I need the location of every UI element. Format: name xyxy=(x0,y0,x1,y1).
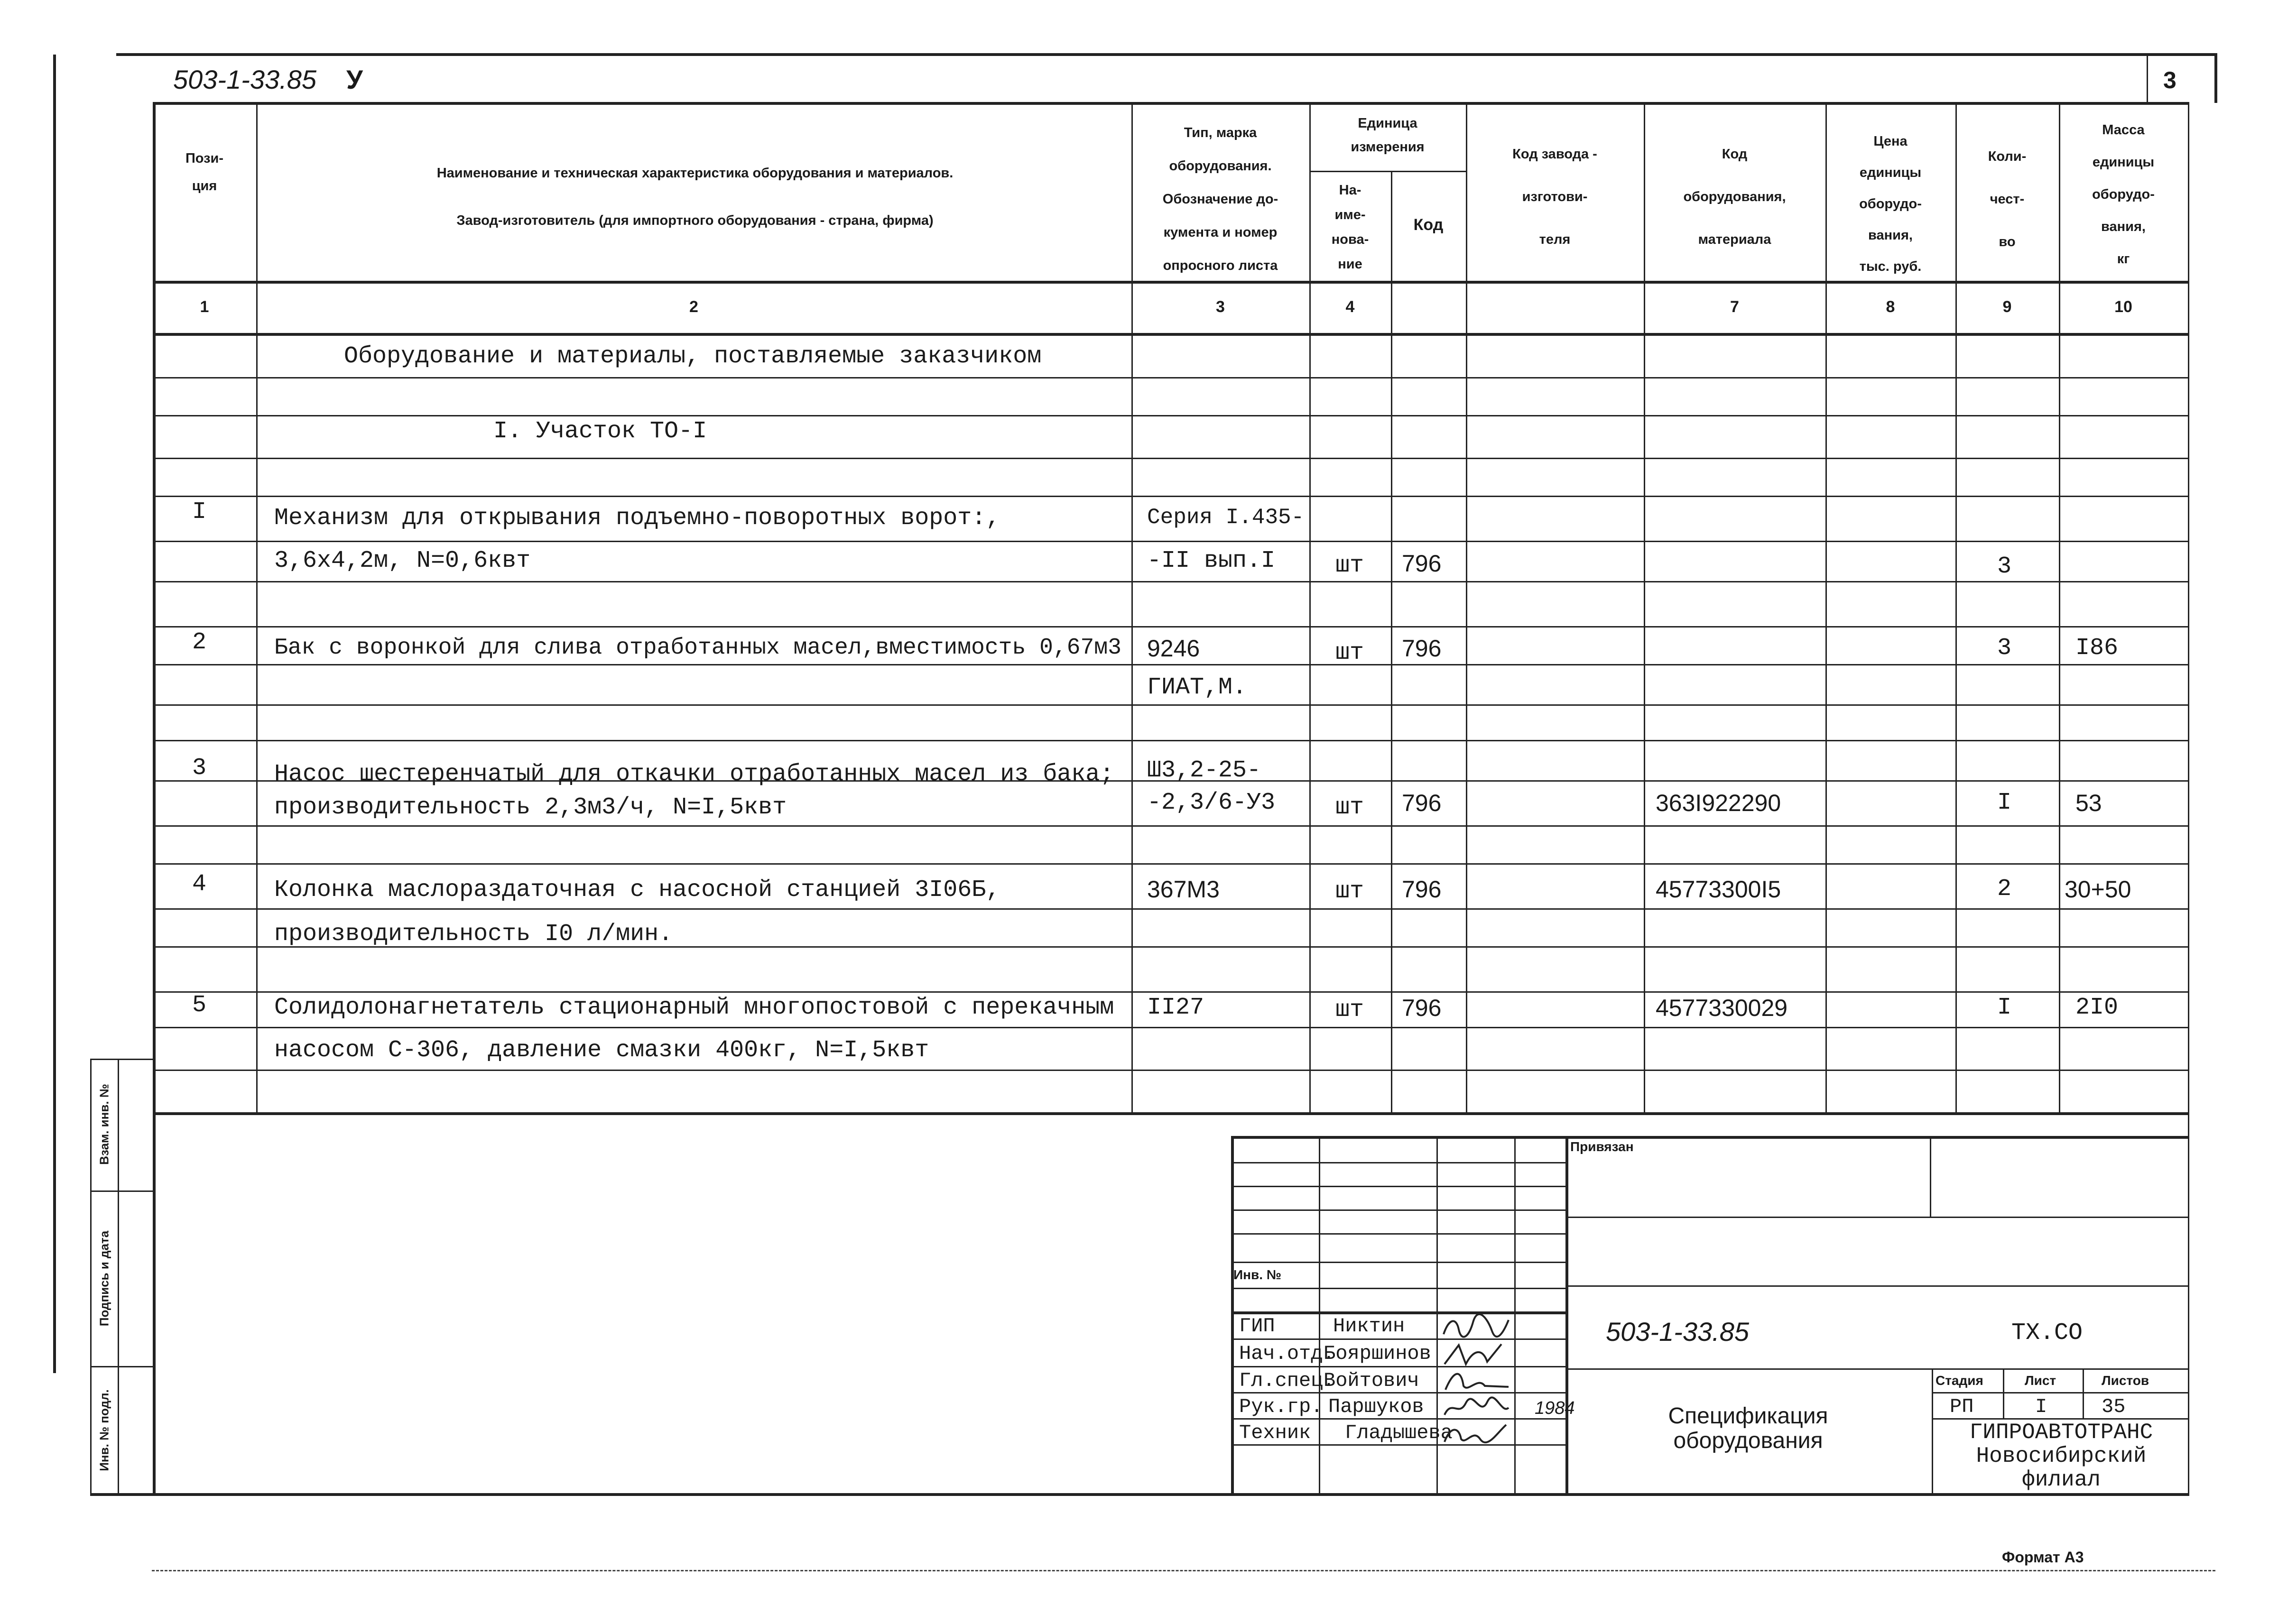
item-name: насосом С-306, давление смазки 400кг, N=I,5квт xyxy=(274,1037,929,1064)
row-line xyxy=(153,1027,2188,1028)
row-line xyxy=(153,908,2188,910)
item-pos: 4 xyxy=(192,871,207,898)
stamp-stage-col xyxy=(2003,1368,2004,1418)
stamp-sheets-label: Листов xyxy=(2102,1373,2149,1388)
sheet-number: 3 xyxy=(2163,67,2176,93)
item-pos: 3 xyxy=(192,755,207,782)
item-name: Насос шестеренчатый для откачки отработанных масел из бака; xyxy=(274,761,1114,788)
item-name: Колонка маслораздаточная с насосной станцией 3I06Б, xyxy=(274,877,1000,904)
item-name: 3,6х4,2м, N=0,6квт xyxy=(274,547,531,574)
header-equipment-code: Код оборудования, материала xyxy=(1683,147,1786,247)
stamp-name: Гладышева xyxy=(1345,1421,1453,1444)
item-unit-code: 796 xyxy=(1402,876,1442,903)
stamp-name: Паршуков xyxy=(1328,1395,1424,1418)
row-line xyxy=(153,825,2188,827)
row-line xyxy=(153,496,2188,497)
table-bottom xyxy=(153,1112,2188,1115)
item-qty: 2 xyxy=(1997,876,2012,903)
item-name: производительность 2,3м3/ч, N=I,5квт xyxy=(274,794,787,821)
item-unit-code: 796 xyxy=(1402,635,1442,662)
section-subtitle: I. Участок ТО-I xyxy=(493,418,707,445)
row-line xyxy=(153,626,2188,627)
stamp-organization: ГИПРОАВТОТРАНС Новосибирский филиал xyxy=(1969,1420,2153,1492)
item-type: ГИАТ,М. xyxy=(1147,674,1247,701)
stamp-title: Спецификация оборудования xyxy=(1668,1403,1828,1453)
numbers-bottom xyxy=(153,333,2188,336)
stamp-name: Войтович xyxy=(1324,1369,1419,1392)
stamp-stage-col xyxy=(2083,1368,2084,1418)
stamp-row xyxy=(1231,1162,1565,1163)
item-qty: I xyxy=(1997,789,2012,816)
row-line xyxy=(153,704,2188,706)
item-qty: 3 xyxy=(1997,635,2012,662)
stamp-row xyxy=(1231,1366,1565,1367)
signature xyxy=(1440,1393,1511,1422)
stamp-name: Бояршинов xyxy=(1324,1342,1431,1365)
stamp-row xyxy=(1231,1233,1565,1235)
item-qty: I xyxy=(1997,994,2012,1021)
row-line xyxy=(153,458,2188,459)
item-name: Бак с воронкой для слива отработанных масел,вместимость 0,67м3 xyxy=(274,635,1121,661)
header-unit-name: На- име- нова- ние xyxy=(1331,183,1369,272)
side-label-vzam: Взам. инв. № xyxy=(97,1084,111,1165)
signature xyxy=(1440,1340,1511,1369)
stamp-role: Техник xyxy=(1239,1421,1311,1444)
row-line xyxy=(153,991,2188,993)
sheet-no-divider xyxy=(2147,53,2148,103)
stamp-doc-code: 503-1-33.85 xyxy=(1606,1317,1750,1347)
col-number: 3 xyxy=(1216,298,1225,316)
stamp-role: Гл.спец. xyxy=(1239,1369,1335,1392)
item-type: -2,3/6-У3 xyxy=(1147,789,1276,816)
col-number: 4 xyxy=(1345,298,1355,316)
header-factory-code: Код завода - изготови- теля xyxy=(1512,147,1597,247)
stamp-sig-date: 1984 xyxy=(1535,1398,1575,1418)
stamp-col xyxy=(1319,1136,1320,1494)
stamp-stage-row xyxy=(1932,1418,2188,1420)
row-line xyxy=(153,541,2188,542)
col-number: 8 xyxy=(1886,298,1895,316)
doc-code-top: 503-1-33.85 xyxy=(173,65,317,94)
header-type: Тип, марка оборудования. Обозначение до- кумента и номер опросного листа xyxy=(1162,125,1278,273)
side-strip-div xyxy=(90,1190,153,1192)
item-type: -II вып.I xyxy=(1147,547,1276,574)
stamp-row xyxy=(1231,1209,1565,1211)
header-unit-code: Код xyxy=(1413,216,1444,234)
stamp-sheet-label: Лист xyxy=(2025,1373,2056,1388)
item-mass: 53 xyxy=(2075,790,2102,816)
stamp-top xyxy=(1231,1136,2189,1139)
signature xyxy=(1440,1419,1511,1448)
left-margin-line xyxy=(53,55,56,1373)
stamp-mark: ТХ.СО xyxy=(2011,1320,2083,1347)
col-line-1 xyxy=(256,102,258,1112)
stamp-row xyxy=(1231,1311,1565,1314)
stamp-col xyxy=(1514,1136,1516,1494)
header-price: Цена единицы оборудо- вания, тыс. руб. xyxy=(1859,134,1922,274)
col-number: 1 xyxy=(200,298,209,316)
header-name: Наименование и техническая характеристика оборудования и материалов. Завод-изготовитель (для импортного оборудования - страна, фирма) xyxy=(436,166,954,228)
stamp-left xyxy=(1231,1136,1234,1494)
stamp-stage-row xyxy=(1932,1392,2188,1393)
stamp-col-main xyxy=(1565,1136,1568,1494)
stamp-row xyxy=(1231,1288,1565,1289)
stamp-row xyxy=(1231,1338,1565,1340)
top-border xyxy=(116,53,2215,56)
stamp-row xyxy=(1231,1418,1565,1420)
header-mass: Масса единицы оборудо- вания, кг xyxy=(2092,122,2155,267)
side-strip-left xyxy=(90,1059,92,1494)
stamp-row xyxy=(1231,1186,1565,1187)
row-line xyxy=(153,740,2188,741)
table-top xyxy=(153,102,2188,105)
row-line xyxy=(153,377,2188,378)
stamp-name: Никтин xyxy=(1333,1315,1405,1338)
item-equipment-code: 4577330029 xyxy=(1656,995,1788,1021)
item-pos: 5 xyxy=(192,992,207,1019)
header-unit-group: Единица измерения xyxy=(1351,116,1425,155)
stamp-row xyxy=(1565,1285,2188,1287)
item-unit: шт xyxy=(1335,794,1364,821)
item-pos: I xyxy=(192,498,207,526)
stamp-sheets: 35 xyxy=(2102,1395,2126,1418)
row-line xyxy=(153,664,2188,665)
side-label-podpis: Подпись и дата xyxy=(97,1230,111,1327)
signature xyxy=(1440,1313,1511,1341)
stamp-privyazan-col xyxy=(1930,1136,1931,1217)
item-unit-code: 796 xyxy=(1402,995,1442,1021)
item-name: Солидолонагнетатель стационарный многопостовой с перекачным xyxy=(274,994,1114,1021)
stamp-row xyxy=(1231,1262,1565,1263)
stamp-sheet: I xyxy=(2035,1395,2047,1418)
right-border xyxy=(2214,53,2217,103)
col-number: 9 xyxy=(2002,298,2012,316)
stamp-role: ГИП xyxy=(1239,1315,1275,1338)
col-line-4 xyxy=(1391,171,1392,1112)
section-title: Оборудование и материалы, поставляемые заказчиком xyxy=(344,343,1042,370)
stamp-title-col xyxy=(1932,1368,1933,1494)
row-line xyxy=(153,581,2188,582)
unit-group-divider xyxy=(1309,171,1466,172)
stamp-row xyxy=(1231,1444,1565,1446)
item-unit: шт xyxy=(1335,639,1364,666)
frame-bottom xyxy=(90,1493,2189,1496)
item-type: 9246 xyxy=(1147,635,1200,662)
item-unit-code: 796 xyxy=(1402,550,1442,577)
item-type: Ш3,2-25- xyxy=(1147,757,1261,784)
item-name: производительность I0 л/мин. xyxy=(274,921,673,948)
side-label-inv-podl: Инв. № подл. xyxy=(97,1389,111,1471)
format-label: Формат А3 xyxy=(2002,1549,2084,1566)
stamp-row xyxy=(1231,1392,1565,1393)
row-line xyxy=(153,415,2188,416)
item-mass: I86 xyxy=(2075,635,2119,662)
stamp-row xyxy=(1565,1368,2188,1370)
stamp-privyazan: Привязан xyxy=(1570,1139,1634,1154)
item-type: Серия I.435- xyxy=(1147,505,1305,530)
item-mass: 30+50 xyxy=(2065,876,2131,903)
item-mass: 2I0 xyxy=(2075,994,2119,1021)
row-line xyxy=(153,1070,2188,1071)
item-name: Механизм для открывания подъемно-поворотных ворот:, xyxy=(274,505,1000,532)
stamp-inv-no: Инв. № xyxy=(1233,1267,1282,1282)
row-line xyxy=(153,863,2188,865)
stamp-row xyxy=(1565,1217,2188,1218)
item-pos: 2 xyxy=(192,629,207,656)
item-type: 367М3 xyxy=(1147,876,1220,903)
stamp-role: Рук.гр. xyxy=(1239,1395,1323,1418)
header-qty: Коли- чест- во xyxy=(1988,149,2027,249)
stamp-role: Нач.отд. xyxy=(1239,1342,1335,1365)
col-number: 10 xyxy=(2114,298,2132,316)
stamp-stage: РП xyxy=(1950,1395,1974,1418)
signature xyxy=(1440,1367,1511,1395)
stamp-stage-label: Стадия xyxy=(1936,1373,1983,1388)
item-unit-code: 796 xyxy=(1402,790,1442,816)
item-qty: 3 xyxy=(1997,553,2012,580)
header-pos: Пози- ция xyxy=(185,151,224,194)
doc-variant: У xyxy=(346,65,363,94)
item-unit: шт xyxy=(1335,552,1364,579)
col-number: 2 xyxy=(689,298,698,316)
item-equipment-code: 363I922290 xyxy=(1656,790,1781,816)
side-strip-mid xyxy=(118,1059,119,1494)
bottom-dash-line xyxy=(152,1570,2215,1571)
item-unit: шт xyxy=(1335,878,1364,905)
right-border-lower xyxy=(2188,102,2189,1494)
col-number: 7 xyxy=(1730,298,1739,316)
item-type: II27 xyxy=(1147,994,1204,1021)
item-unit: шт xyxy=(1335,997,1364,1024)
item-equipment-code: 45773300I5 xyxy=(1656,876,1781,903)
